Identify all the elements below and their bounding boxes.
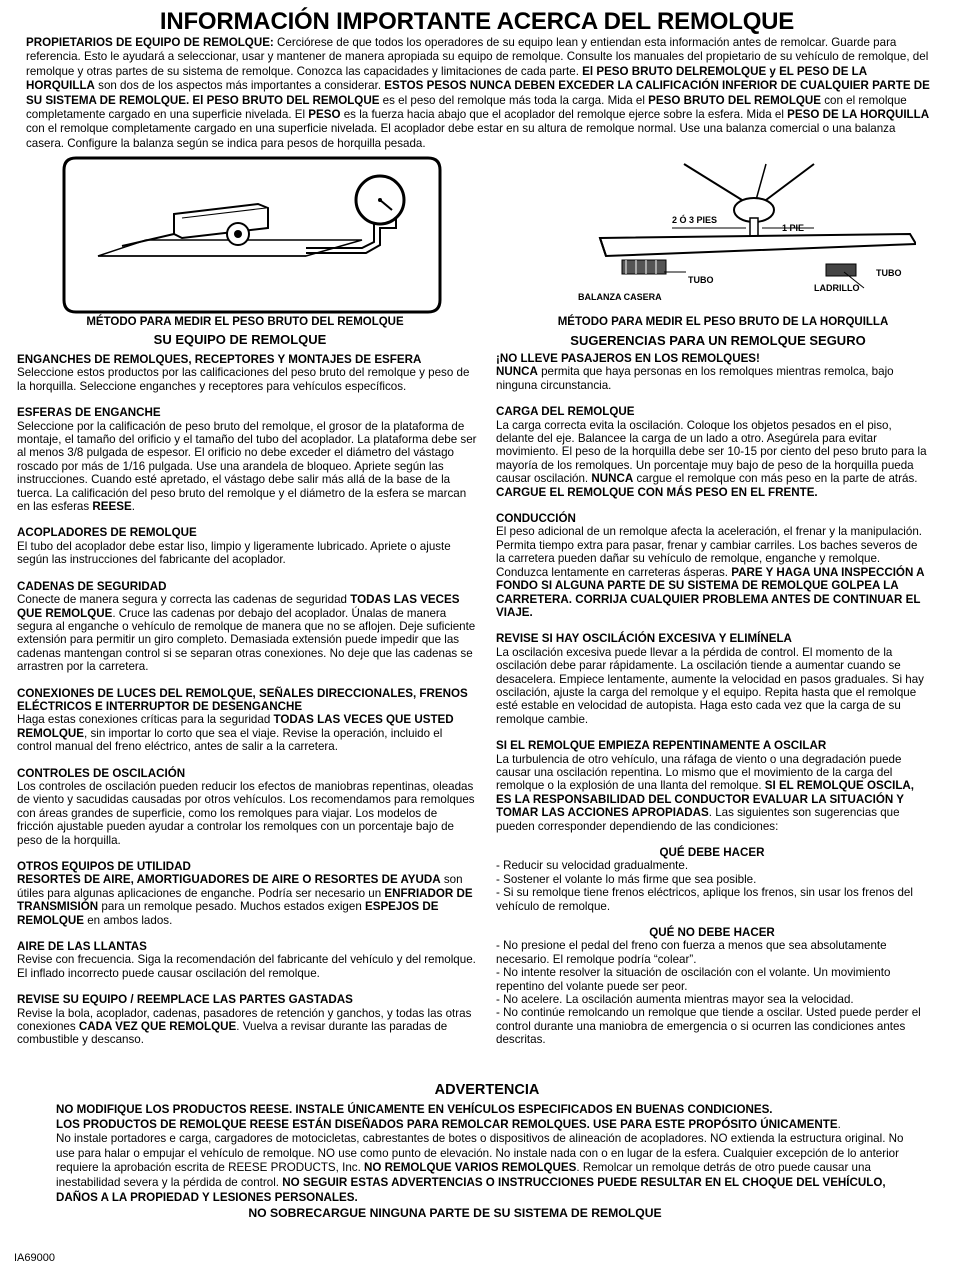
warning-final-line: NO SOBRECARGUE NINGUNA PARTE DE SU SISTEMA DE REMOLQUE bbox=[248, 1206, 662, 1220]
list-item: - Si su remolque tiene frenos eléctricos, aplique los frenos, sin usar los frenos del vehículo de remolque. bbox=[496, 886, 913, 913]
right-figure-caption: MÉTODO PARA MEDIR EL PESO BRUTO DE LA HORQUILLA bbox=[557, 316, 889, 328]
section-oscilacion-excesiva: REVISE SI HAY OSCILÁCIÓN EXCESIVA Y ELIMÍNELA La oscilación excesiva puede llevar a la pérdida de control. El momento de la oscilación debe parar rápidamente. La oscilación tiende a aumentar cuando se desacelera. Empiece lentamente, aumente la velocidad en pasos graduales. Si hay oscilación, ajuste la carga del remolque y el equipo. Repita hasta que el remolque esté estable en velocidad de autopista. Haga esto cada vez que la carga de su remolque cambie. bbox=[496, 632, 924, 726]
section-que-debe-hacer: QUÉ DEBE HACER - Reducir su velocidad gradualmente. - Sostener el volante lo más firme que sea posible. - Si su remolque tiene frenos eléctricos, aplique los frenos, sin usar los frenos del vehículo de remolque. bbox=[496, 846, 928, 913]
right-column bbox=[496, 352, 928, 1060]
section-esferas: ESFERAS DE ENGANCHE Seleccione por la calificación de peso bruto del remolque, el grosor de la plataforma de montaje, el tamaño del orificio y el tamaño del tubo del acoplador. La plataforma debe ser al menos 3/8 pulgada de espesor. El orificio no debe exceder el diámetro del vástago roscado por más de 1/16 pulgada. Use una arandela de bloqueo. Apriete según las instrucciones. Cuando esté apretado, el vástago debe salir más allá de la base de la tuerca. La calificación del peso bruto del remolque y el diámetro de la esfera se marcan en las esferas REESE. bbox=[17, 406, 477, 514]
tubo-label-2: TUBO bbox=[876, 268, 902, 278]
tongue-weight-illustration bbox=[566, 160, 916, 310]
dist-label-1: 2 Ó 3 PIES bbox=[672, 215, 718, 225]
section-conduccion: CONDUCCIÓN El peso adicional de un remolque afecta la aceleración, el frenar y la manipulación. Permita tiempo extra para pasar, frenar y cambiar carriles. Los baches severos de la carretera pueden dañar su vehículo de remolque, enganche y remolque. Conduzca lentamente en carreteras ásperas. PARE Y HAGA UNA INSPECCIÓN A FONDO SI ALGUNA PARTE DE SU SISTEMA DE REMOLQUE GOLPEA LA CARRETERA. CORRIJA CUALQUIER PROBLEMA ANTES DE CONTINUAR EL VIAJE. bbox=[496, 512, 925, 619]
list-item: - Sostener el volante lo más firme que sea posible. bbox=[496, 872, 757, 886]
list-item: - No acelere. La oscilación aumenta mientras mayor sea la velocidad. bbox=[496, 993, 854, 1007]
section-aire-llantas: AIRE DE LAS LLANTAS Revise con frecuencia. Siga la recomendación del fabricante del vehículo y del remolque. El inflado incorrecto puede causar oscilación del remolque. bbox=[17, 940, 476, 980]
section-acopladores: ACOPLADORES DE REMOLQUE El tubo del acoplador debe estar liso, limpio y ligeramente lubricado. Apriete o ajuste según las instrucciones del fabricante del acoplador. bbox=[17, 526, 451, 567]
section-enganches: ENGANCHES DE REMOLQUES, RECEPTORES Y MONTAJES DE ESFERA Seleccione estos productos por las calificaciones del peso bruto del remolque y peso de la horquilla. Seleccione enganches y receptores para vehículos específicos. bbox=[17, 353, 470, 393]
right-column-heading: SUGERENCIAS PARA UN REMOLQUE SEGURO bbox=[570, 333, 866, 348]
page-title: INFORMACIÓN IMPORTANTE ACERCA DEL REMOLQUE bbox=[159, 8, 795, 35]
list-item: - No presione el pedal del freno con fuerza a menos que sea absolutamente necesario. El remolque podría “colear”. bbox=[496, 939, 887, 966]
section-carga: CARGA DEL REMOLQUE La carga correcta evita la oscilación. Coloque los objetos pesados en el piso, delante del eje. Balancee la carga de un lado a otro. Asegúrela para evitar movimiento. El peso de la horquilla debe ser 10-15 por ciento del peso bruto para la mayoría de los remolques. Un porcentaje muy bajo de peso de la horquilla pueda causar oscilación. NUNCA cargue el remolque con más peso en la parte de atrás. CARGUE EL REMOLQUE CON MÁS PESO EN EL FRENTE. bbox=[496, 405, 927, 499]
balanza-label: BALANZA CASERA bbox=[578, 292, 662, 302]
dist-label-2: 1 PIE bbox=[782, 223, 805, 233]
warning-body: NO MODIFIQUE LOS PRODUCTOS REESE. INSTALE ÚNICAMENTE EN VEHÍCULOS ESPECIFICADOS EN BUENAS CONDICIONES. LOS PRODUCTOS DE REMOLQUE REESE ESTÁN DISEÑADOS PARA REMOLCAR REMOLQUES. USE PARA ESTE PROPÓSITO ÚNICAMENTE. No instale portadores e carga, cargadores de motocicletas, cabrestantes de botes o dispositivos de alineación de acopladores. NO extienda la estructura original. No use para halar o empujar el vehículo de remolque. NO use como punto de elevación. No instale nada con o en lugar de la esfera. Cualquier excepción de lo anterior requiere la aprobación escrita de REESE PRODUCTS, Inc. NO REMOLQUE VARIOS REMOLQUES. Remolcar un remolque detrás de otro puede causar una inestabilidad severa y la pérdida de control. NO SEGUIR ESTAS ADVERTENCIAS O INSTRUCCIONES PUEDE RESULTAR EN EL CHOQUE DEL VEHÍCULO, DAÑOS A LA PROPIEDAD Y LESIONES PERSONALES. bbox=[56, 1103, 904, 1204]
left-column bbox=[17, 353, 477, 1060]
list-item: - No continúe remolcando un remolque que tiende a oscilar. Usted puede perder el control durante una maniobra de emergencia o si ocurren las condiciones antes descritas. bbox=[496, 1006, 921, 1047]
section-que-no-debe-hacer: QUÉ NO DEBE HACER - No presione el pedal del freno con fuerza a menos que sea absolutamente necesario. El remolque podría “colear”. - No intente resolver la situación de oscilación con el volante. Un movimiento repentino del volante puede ser peor. - No acelere. La oscilación aumenta mientras mayor sea la velocidad. - No continúe remolcando un remolque que tiende a oscilar. Usted puede perder el control durante una maniobra de emergencia o si ocurren las condiciones antes descritas. bbox=[496, 926, 928, 1047]
section-revise-equipo: REVISE SU EQUIPO / REEMPLACE LAS PARTES GASTADAS Revise la bola, acoplador, cadenas, pasadores de retención y ganchos, y todas las otras conexiones CADA VEZ QUE REMOLQUE. Vuelva a revisar durante las paradas de combustible y descanso. bbox=[17, 993, 472, 1047]
warning-title: ADVERTENCIA bbox=[434, 1082, 540, 1098]
section-oscilacion-repentina: SI EL REMOLQUE EMPIEZA REPENTINAMENTE A OSCILAR La turbulencia de otro vehículo, una ráfaga de viento o una degradación puede causar una oscilación repentina. Lo mismo que el movimiento de la carga del remolque o la explosión de una llanta del remolque. SI EL REMOLQUE OSCILA, ES LA RESPONSABILIDAD DEL CONDUCTOR EVALUAR LA SITUACIÓN Y TOMAR LAS ACCIONES APROPIADAS. Las siguientes son sugerencias que pueden corresponder dependiendo de las condiciones: bbox=[496, 739, 914, 833]
left-figure-caption: MÉTODO PARA MEDIR EL PESO BRUTO DEL REMOLQUE bbox=[86, 316, 404, 328]
section-conexiones: CONEXIONES DE LUCES DEL REMOLQUE, SEÑALES DIRECCIONALES, FRENOS ELÉCTRICOS E INTERRUPTOR DE DESENGANCHE Haga estas conexiones críticas para la seguridad TODAS LAS VECES QUE USTED REMOLQUE, sin importar lo corto que sea el viaje. Revise la operación, incluido el control manual del freno eléctrico, antes de salir a la carretera. bbox=[17, 686, 468, 754]
list-item: - Reducir su velocidad gradualmente. bbox=[496, 859, 689, 873]
section-otros-equipos: OTROS EQUIPOS DE UTILIDAD RESORTES DE AIRE, AMORTIGUADORES DE AIRE O RESORTES DE AYUDA son útiles para algunas aplicaciones de enganche. Podría ser necesario un ENFRIADOR DE TRANSMISIÓN para un remolque pesado. Muchos estados exigen ESPEJOS DE REMOLQUE en ambos lados. bbox=[17, 860, 473, 927]
section-controles: CONTROLES DE OSCILACIÓN Los controles de oscilación pueden reducir los efectos de maniobras repentinas, oleadas de viento y sacudidas causadas por otros vehículos. Los recomendamos para remolques con áreas grandes de superficie, como los remolques para viajar. Los modelos de fricción ajustable pueden ayudar a controlar los remolques con un porcentaje bajo de peso de la horquilla. bbox=[17, 766, 475, 847]
tubo-label-1: TUBO bbox=[688, 275, 714, 285]
trailer-gross-weight-illustration bbox=[62, 156, 442, 314]
ladrillo-label: LADRILLO bbox=[814, 283, 860, 293]
document-code: IA69000 bbox=[14, 1252, 55, 1264]
intro-paragraph: PROPIETARIOS DE EQUIPO DE REMOLQUE: Cerciórese de que todos los operadores de su equipo lean y entiendan esta información antes de remolcar. Guarde para referencia. Esto le ayudará a seleccionar, usar y mantener de manera apropiada su equipo de remolque. Consulte los manuales del propietario de su vehículo de remolque, del remolque y otras partes de su sistema de remolque. Conozca las capacidades y limitaciones de cada parte. El PESO BRUTO DELREMOLQUE y EL PESO DE LA HORQUILLA son dos de los aspectos más importantes a considerar. ESTOS PESOS NUNCA DEBEN EXCEDER LA CALIFICACIÓN INFERIOR DE CUALQUIER PARTE DE SU SISTEMA DE REMOLQUE. El PESO BRUTO DEL REMOLQUE es el peso del remolque más toda la carga. Mida el PESO BRUTO DEL REMOLQUE con el remolque completamente cargado en una superficie nivelada. El PESO es la fuerza hacia abajo que el acoplador del remolque ejerce sobre la esfera. Mida el PESO DE LA HORQUILLA con el remolque completamente cargado en una superficie nivelada. El acoplador debe estar en su altura de remolque normal. Use una balanza comercial o una balanza casera. Configure la balanza según se indica para pesos de horquilla pesada. bbox=[26, 36, 930, 150]
left-column-heading: SU EQUIPO DE REMOLQUE bbox=[153, 332, 327, 347]
section-pasajeros: ¡NO LLEVE PASAJEROS EN LOS REMOLQUES! NUNCA permita que haya personas en los remolques mientras remolca, bajo ninguna circunstancia. bbox=[496, 352, 894, 392]
list-item: - No intente resolver la situación de oscilación con el volante. Un movimiento repentino del volante puede ser peor. bbox=[496, 966, 891, 993]
section-cadenas: CADENAS DE SEGURIDAD Conecte de manera segura y correcta las cadenas de seguridad TODAS LAS VECES QUE REMOLQUE. Cruce las cadenas por debajo del acoplador. Únalas de manera segura al enganche o vehículo de remolque de manera que no se aflojen. Deje suficiente extensión para permitir un giro completo. Demasiada extensión puede impedir que las cadenas mantengan control si se separan otras conexiones. No deje que las cadenas se arrastren por la carretera. bbox=[17, 579, 476, 674]
